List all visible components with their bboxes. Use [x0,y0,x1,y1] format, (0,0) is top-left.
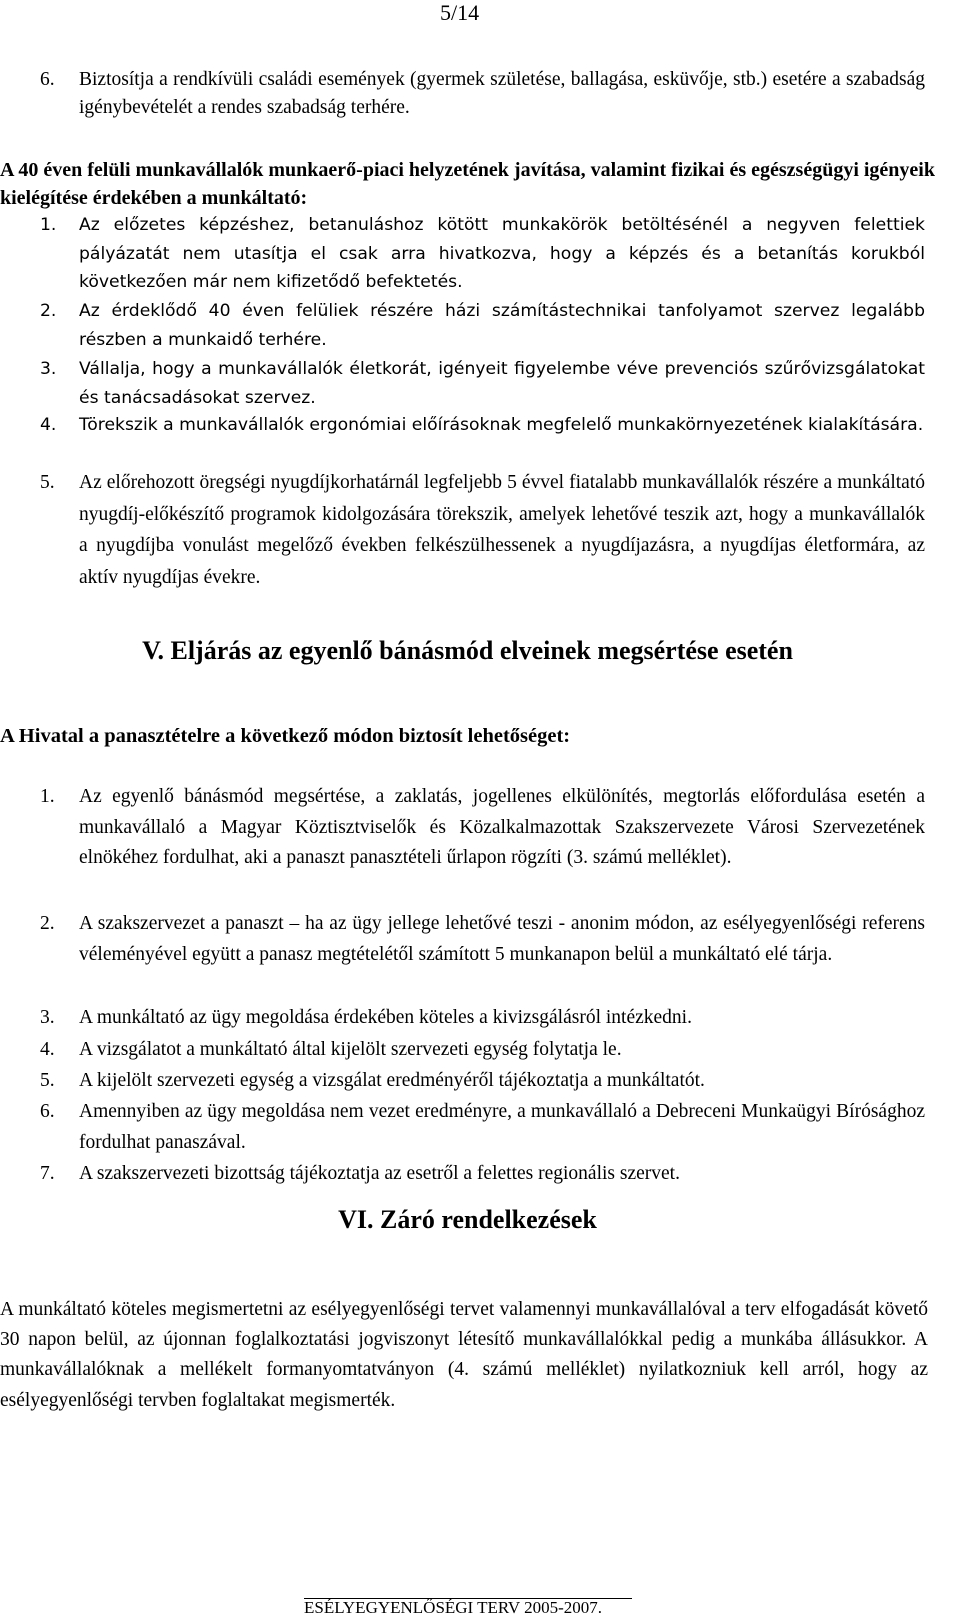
list-number: 1. [40,215,57,235]
list-item [40,1003,925,1034]
list-number: 2. [40,301,57,321]
list-item [40,355,925,412]
list-text: Az érdeklődő 40 éven felüliek részére házi számítástechnikai tanfolyamot szervez legalább részben a munkaidő terhére. [79,301,925,350]
page-number: 5/14 [440,0,480,25]
list-item [40,211,925,297]
closing-paragraph: A munkáltató köteles megismertetni az esélyegyenlőségi tervet valamennyi munkavállalóval a terv elfogadását követő 30 napon belül, az újonnan foglalkoztatási jogviszonyt létesítő munkavállalókkal pedig a munkába állásukkor. A munkavállalóknak a mellékelt formanyomtatványon (4. számú melléklet) nyilatkozniuk kell arról, hogy az esélyegyenlőségi tervben foglaltakat megismerték. [0,1299,928,1411]
list-number: 4. [40,415,57,435]
list-number: 6. [40,1101,55,1122]
intro-paragraph: A 40 éven felüli munkavállalók munkaerő-piaci helyzetének javítása, valamint fizikai és egészségügyi igényeik kielégítése érdekében a munkáltató: [0,159,935,209]
footer-title: ESÉLYEGYENLŐSÉGI TERV 2005-2007. [304,1598,603,1617]
list-item [40,411,925,440]
list-text: A munkáltató az ügy megoldása érdekében köteles a kivizsgálásról intézkedni. [79,1007,692,1028]
section-v-title: V. Eljárás az egyenlő bánásmód elveinek megsértése esetén [142,636,793,665]
section-vi-title: VI. Záró rendelkezések [338,1205,597,1234]
list-item [40,1066,925,1097]
list-text: Amennyiben az ügy megoldása nem vezet eredményre, a munkavállaló a Debreceni Munkaügyi Bírósághoz fordulhat panaszával. [79,1101,925,1153]
list-item [40,297,925,354]
list-item [40,1035,925,1066]
list-text: Törekszik a munkavállalók ergonómiai előírásoknak megfelelő munkakörnyezetének kialakítására. [79,415,924,435]
list-number: 3. [40,359,57,379]
list-item [40,1159,925,1190]
list-number: 4. [40,1039,55,1060]
list-item [40,66,925,121]
list-text: A vizsgálatot a munkáltató által kijelölt szervezeti egység folytatja le. [79,1039,622,1060]
section-v-subtitle: A Hivatal a panasztételre a következő módon biztosít lehetőséget: [0,725,571,747]
list-number: 7. [40,1163,55,1184]
list-text: A szakszervezet a panaszt – ha az ügy jellege lehetővé teszi - anonim módon, az esélyegyenlőségi referens véleményével együtt a panasz megtételétől számított 5 munkanapon belül a munkáltató elé tárja. [79,913,925,965]
list-text: Az előzetes képzéshez, betanuláshoz kötött munkakörök betöltésénél a negyven felettiek pályázatát nem utasítja el csak arra hivatkozva, hogy a képzés és a betanítás korukból következően már nem kifizetődő befektetés. [79,215,925,293]
list-number: 1. [40,786,55,807]
list-number: 5. [40,472,55,493]
list-item [40,909,925,970]
list-text: A kijelölt szervezeti egység a vizsgálat eredményéről tájékoztatja a munkáltatót. [79,1070,705,1091]
list-item [40,782,925,874]
list-text: Vállalja, hogy a munkavállalók életkorát, igényeit figyelembe véve prevenciós szűrővizsgálatokat és tanácsadásokat szervez. [79,359,925,408]
list-number: 3. [40,1007,55,1028]
list-text: A szakszervezeti bizottság tájékoztatja az esetről a felettes regionális szervet. [79,1163,680,1184]
list-text: Az előrehozott öregségi nyugdíjkorhatárnál legfeljebb 5 évvel fiatalabb munkavállalók részére a munkáltató nyugdíj-előkészítő programok kidolgozására törekszik, amelyek lehetővé teszik azt, hogy a munkavállalók a nyugdíjba vonulást megelőző években felkészülhessenek a nyugdíjazásra, a nyugdíjas életformára, az aktív nyugdíjas évekre. [79,472,925,588]
list-item [40,1097,925,1158]
list-number: 2. [40,913,55,934]
list-number: 5. [40,1070,55,1091]
list-text: Az egyenlő bánásmód megsértése, a zaklatás, jogellenes elkülönítés, megtorlás előfordulása esetén a munkavállaló a Magyar Köztisztviselők és Közalkalmazottak Szakszervezete Városi Szervezetének elnökéhez fordulhat, aki a panaszt panasztételi űrlapon rögzíti (3. számú melléklet). [79,786,925,868]
list-text: Biztosítja a rendkívüli családi események (gyermek születése, ballagása, esküvője, stb.) esetére a szabadság igénybevételét a rendes szabadság terhére. [79,69,925,118]
list-item [40,467,925,593]
list-number: 6. [40,69,55,90]
